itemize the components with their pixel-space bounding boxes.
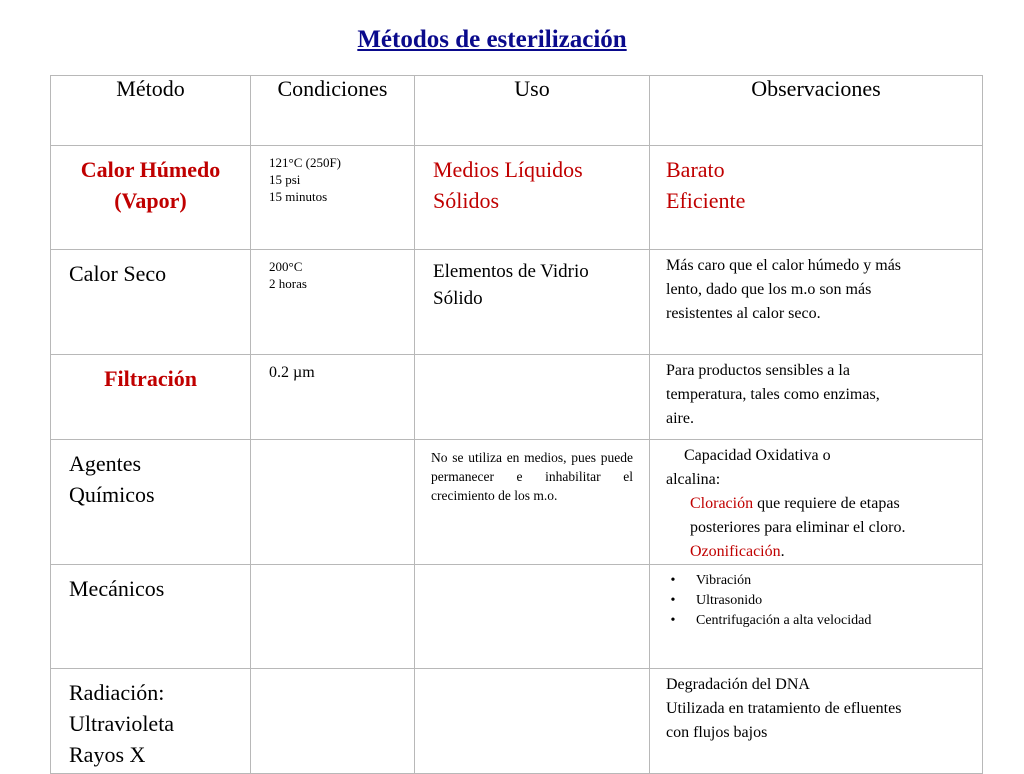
method-cell — [51, 440, 251, 565]
conditions-cell — [251, 440, 415, 565]
header-conditions: Condiciones — [251, 76, 415, 146]
observation-line: Barato — [666, 157, 725, 182]
table-row — [51, 355, 983, 440]
observation-line: resistentes al calor seco. — [666, 305, 821, 322]
header-use: Uso — [415, 76, 650, 146]
observation-line: Para productos sensibles a la — [666, 362, 850, 379]
method-cell — [51, 669, 251, 774]
observation-text: posteriores para eliminar el cloro. — [690, 519, 906, 536]
observation-text: . — [780, 543, 785, 560]
use-cell — [415, 146, 650, 250]
condition-line: 200°C — [269, 259, 303, 274]
use-line: Medios Líquidos — [433, 157, 583, 182]
observations-cell — [650, 355, 983, 440]
condition-line: 0.2 µm — [269, 364, 315, 381]
use-paragraph: No se utiliza en medios, pues puede permanecer e inhabilitar el crecimiento de los m.o. — [431, 450, 633, 503]
bullet-text: Ultrasonido — [696, 593, 763, 608]
bullet-icon: • — [670, 593, 676, 608]
observation-bullet-list — [650, 565, 982, 631]
method-line: Filtración — [104, 366, 197, 391]
observation-line: Utilizada en tratamiento de efluentes — [666, 700, 902, 717]
observation-line: temperatura, tales como enzimas, — [666, 386, 880, 403]
use-cell — [415, 565, 650, 669]
list-item — [650, 571, 982, 591]
bullet-text: Centrifugación a alta velocidad — [696, 613, 872, 628]
bullet-icon: • — [670, 573, 676, 588]
method-line: Calor Seco — [69, 261, 167, 286]
use-cell — [415, 669, 650, 774]
observation-line: con flujos bajos — [666, 724, 768, 741]
observation-item — [666, 540, 964, 564]
observation-intro-line: Capacidad Oxidativa o — [684, 447, 831, 464]
method-line: Agentes — [69, 451, 142, 476]
table-row — [51, 669, 983, 774]
method-line: (Vapor) — [114, 188, 187, 213]
observation-text: que requiere de etapas — [753, 495, 900, 512]
bullet-icon: • — [670, 613, 676, 628]
method-line: Ultravioleta — [69, 711, 175, 736]
method-line: Mecánicos — [69, 576, 165, 601]
observation-intro-line: alcalina: — [666, 471, 721, 488]
table-row — [51, 565, 983, 669]
conditions-cell — [251, 565, 415, 669]
observations-cell — [650, 565, 983, 669]
method-line: Calor Húmedo — [80, 157, 221, 182]
sterilization-methods-table — [50, 75, 983, 774]
observation-highlight: Ozonificación — [690, 543, 781, 560]
table-row — [51, 250, 983, 355]
table-row — [51, 146, 983, 250]
method-cell — [51, 146, 251, 250]
observation-line: Eficiente — [666, 188, 746, 213]
observation-line: Degradación del DNA — [666, 676, 810, 693]
list-item — [650, 611, 982, 631]
method-line: Radiación: — [69, 680, 165, 705]
method-cell — [51, 250, 251, 355]
method-line: Químicos — [69, 482, 155, 507]
observations-cell — [650, 146, 983, 250]
observation-highlight: Cloración — [690, 495, 754, 512]
bullet-text: Vibración — [696, 573, 752, 588]
use-cell — [415, 355, 650, 440]
observation-line: Más caro que el calor húmedo y más — [666, 257, 902, 274]
observation-item — [666, 516, 964, 540]
observation-line: aire. — [666, 410, 694, 427]
method-cell — [51, 565, 251, 669]
observations-cell — [650, 440, 983, 565]
header-method: Método — [51, 76, 251, 146]
method-line: Rayos X — [69, 742, 146, 767]
condition-line: 15 psi — [269, 172, 301, 187]
use-cell — [415, 250, 650, 355]
conditions-cell — [251, 669, 415, 774]
use-line: Elementos de Vidrio — [433, 261, 589, 282]
observation-line: lento, dado que los m.o son más — [666, 281, 872, 298]
method-cell — [51, 355, 251, 440]
conditions-cell — [251, 355, 415, 440]
observation-item — [666, 492, 964, 516]
conditions-cell — [251, 250, 415, 355]
use-line: Sólido — [433, 288, 483, 309]
page-title: Métodos de esterilización — [357, 26, 627, 53]
condition-line: 121°C (250F) — [269, 155, 342, 170]
use-line: Sólidos — [433, 188, 500, 213]
condition-line: 15 minutos — [269, 189, 328, 204]
conditions-cell — [251, 146, 415, 250]
table-row — [51, 440, 983, 565]
observations-cell — [650, 250, 983, 355]
header-observations: Observaciones — [650, 76, 983, 146]
use-cell — [415, 440, 650, 565]
observations-cell — [650, 669, 983, 774]
list-item — [650, 591, 982, 611]
table-header-row — [51, 76, 983, 146]
condition-line: 2 horas — [269, 276, 307, 291]
